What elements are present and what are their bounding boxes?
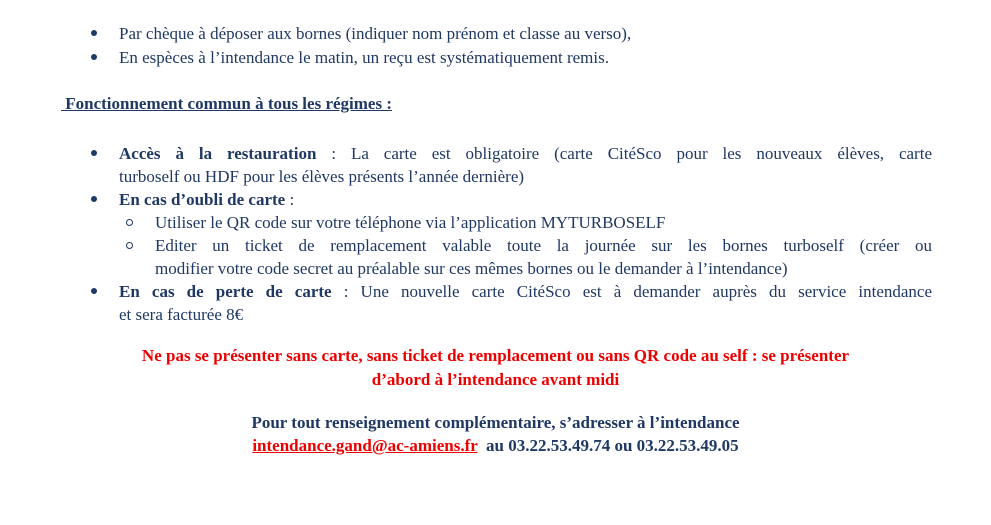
bullet-circle-icon [126, 219, 133, 226]
payment-cheque-item: Par chèque à déposer aux bornes (indiquer nom prénom et classe au verso), [119, 24, 632, 43]
warning-line1: Ne pas se présenter sans carte, sans ticket de remplacement ou sans QR code au self : se présenter [141, 346, 850, 365]
bullet-disc-icon [91, 196, 97, 202]
bullet-disc-icon [91, 30, 97, 36]
phone-numbers: au 03.22.53.49.74 ou 03.22.53.49.05 [477, 436, 739, 455]
contact-line: Pour tout renseignement complémentaire, s’adresser à l’intendance [251, 413, 740, 432]
lost-card-line2: et sera facturée 8€ [119, 305, 244, 324]
forgot-card-label: En cas d’oubli de carte [119, 190, 286, 209]
access-rule-line1 [119, 142, 932, 165]
lost-card-line1 [119, 280, 932, 303]
forgot-option-ticket-line2: modifier votre code secret au préalable sur ces mêmes bornes ou le demander à l’intendance) [155, 259, 788, 278]
bullet-circle-icon [126, 242, 133, 249]
contact-details [40, 434, 951, 457]
section-title: Fonctionnement commun à tous les régimes : [61, 94, 392, 113]
forgot-card-colon: : [285, 190, 295, 209]
bullet-disc-icon [91, 150, 97, 156]
forgot-option-qr-code: Utiliser le QR code sur votre téléphone via l’application MYTURBOSELF [155, 213, 666, 232]
access-rule-line2: turboself ou HDF pour les élèves présents l’année dernière) [119, 167, 525, 186]
warning-line2: d’abord à l’intendance avant midi [371, 370, 620, 389]
forgot-option-ticket-line1: Editer un ticket de remplacement valable toute la journée sur les bornes turboself (créer ou [155, 236, 932, 255]
forgot-card-heading [119, 188, 294, 211]
access-rule-text: : La carte est obligatoire (carte CitéSco pour les nouveaux élèves, carte [316, 144, 932, 163]
lost-card-text: : Une nouvelle carte CitéSco est à demander auprès du service intendance [331, 282, 932, 301]
email-link[interactable]: intendance.gand@ac-amiens.fr [252, 436, 478, 455]
lost-card-label: En cas de perte de carte [119, 282, 332, 301]
payment-cash-item: En espèces à l’intendance le matin, un reçu est systématiquement remis. [119, 48, 609, 67]
bullet-disc-icon [91, 288, 97, 294]
access-rule-label: Accès à la restauration [119, 144, 317, 163]
bullet-disc-icon [91, 54, 97, 60]
